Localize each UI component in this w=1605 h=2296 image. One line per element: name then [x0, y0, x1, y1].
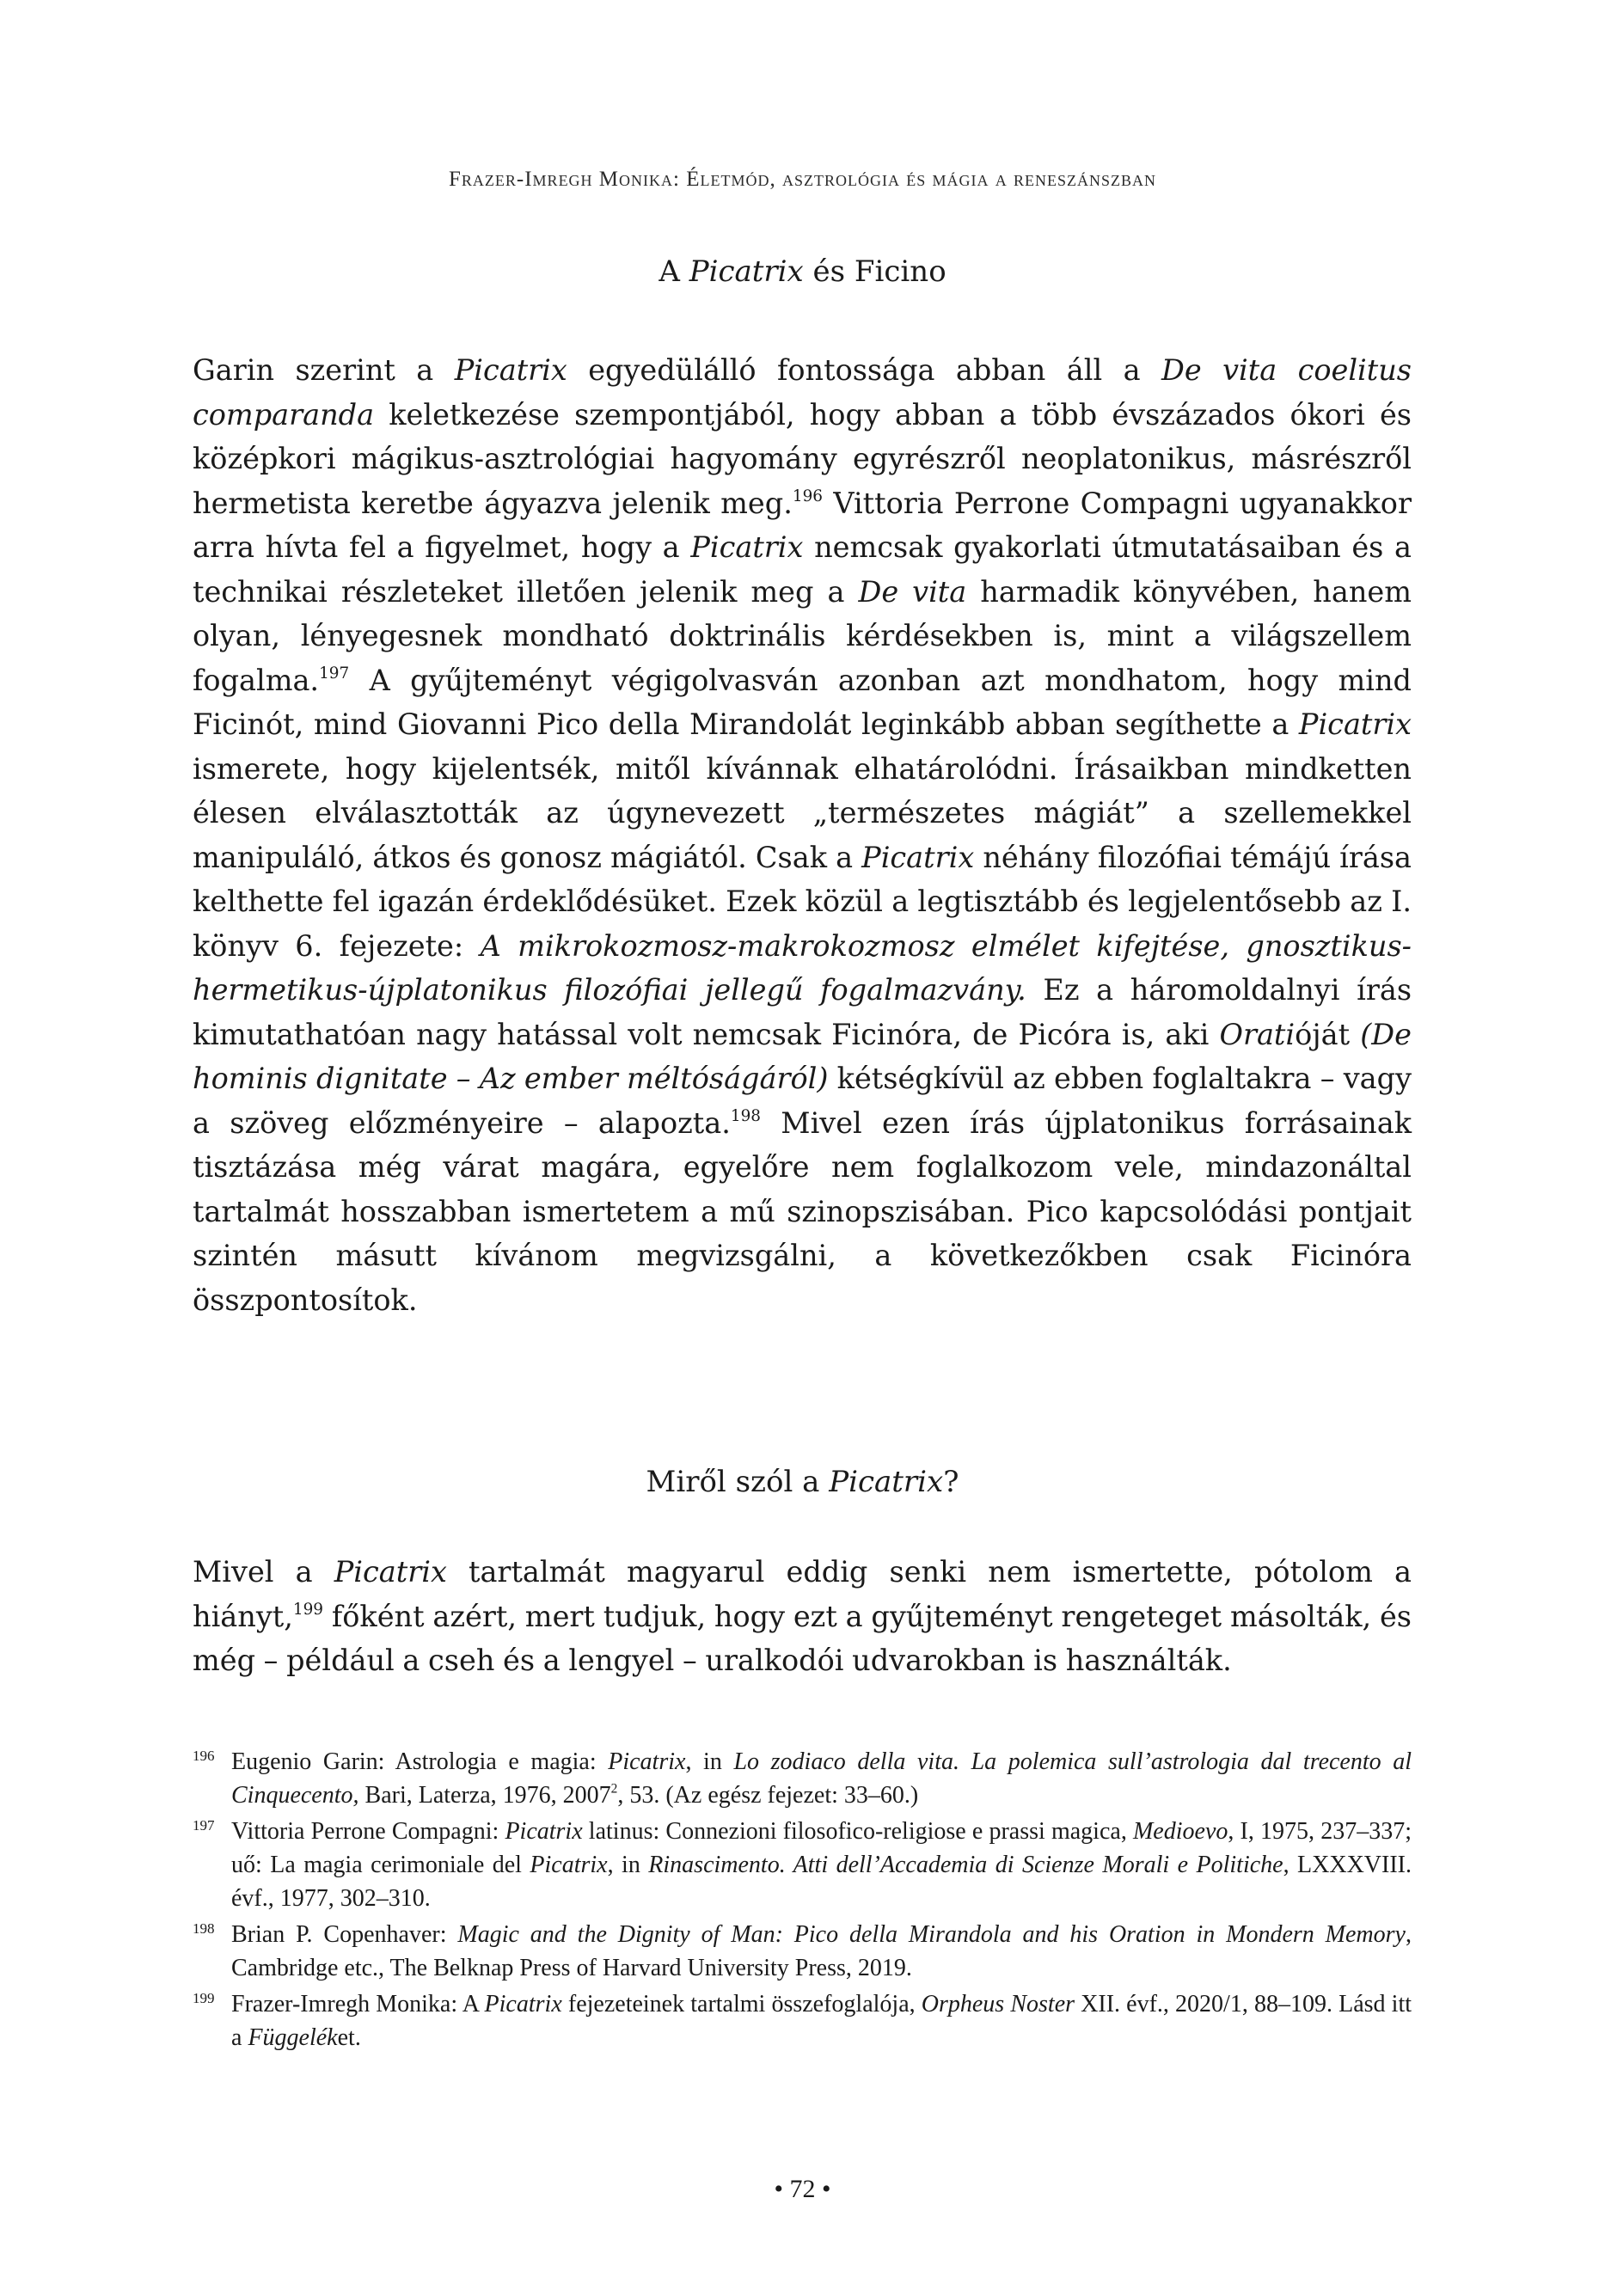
- running-head: Frazer-Imregh Monika: Életmód, asztrológia és mágia a reneszánszban: [449, 168, 1156, 191]
- body-paragraph-1: Garin szerint a Picatrix egyedülálló fontossága abban áll a De vita coelitus comparanda keletkezése szempontjából, hogy abban a több évszázados ókori és középkori mágikus-asztrológiai hagyomány egyrészről neoplatonikus, másrészről hermetista keretbe ágyazva jelenik meg.$^{196}$ Vittoria Perrone Compagni ugyanakkor arra hívta fel a figyelmet, hogy a Picatrix nemcsak gyakorlati útmutatásaiban és a technikai részleteket illetően jelenik meg a De vita harmadik könyvében, hanem olyan, lényegesnek mondható doktrinális kérdésekben is, mint a világszellem fogalma.$^{197}$ A gyűjteményt végigolvasván azonban azt mondhatom, hogy mind Ficinót, mind Giovanni Pico della Mirandolát leginkább abban segíthette a Picatrix ismerete, hogy kijelentsék, mitől kívánnak elhatárolódni. Írásaikban mindketten élesen elválasztották az úgynevezett „természetes mágiát” a szellemekkel manipuláló, átkos és gonosz mágiától. Csak a Picatrix néhány filozófiai témájú írása kelthette fel igazán érdeklődésüket. Ezek közül a legtisztább és legjelentősebb az I. könyv 6. fejezete: A mikrokozmosz-makrokozmosz elmélet kifejtése, gnosztikus-hermetikus-újplatonikus filozófiai jellegű fogalmazvány. Ez a háromoldalnyi írás kimutathatóan nagy hatással volt nemcsak Ficinóra, de Picóra is, aki Oratióját (De hominis dignitate – Az ember méltóságáról) kétségkívül az ebben foglaltakra – vagy a szöveg előzményeire – alapozta.$^{198}$ Mivel ezen írás újplatonikus forrásainak tisztázása még várat magára, egyelőre nem foglalkozom vele, mindazonáltal tartalmát hosszabban ismertetem a mű szinopszisában. Pico kapcsolódási pontjait szintén másutt kívánom megvizsgálni, a következőkben csak Ficinóra összpontosítok.: [193, 353, 1412, 1317]
- section-title-what-is-picatrix-about: Miről szól a Picatrix?: [646, 1465, 959, 1499]
- footnote-198: 198 Brian P. Copenhaver: Magic and the Dignity of Man: Pico della Mirandola and his Oration in Mondern Memory, Cambridge etc., The Belknap Press of Harvard University Press, 2019.: [193, 1918, 1412, 1985]
- footnote-ref-196[interactable]: 196: [792, 487, 823, 505]
- footnote-197: 197 Vittoria Perrone Compagni: Picatrix latinus: Connezioni filosofico-religiose e prassi magica, Medioevo, I, 1975, 237–337; uő: La magia cerimoniale del Picatrix, in Rinascimento. Atti dell’Accademia di Scienze Morali e Politiche, LXXXVIII. évf., 1977, 302–310.: [193, 1815, 1412, 1915]
- footnote-ref-198[interactable]: 198: [730, 1106, 761, 1125]
- footnotes: [193, 1745, 1412, 2057]
- footnote-number: 199: [193, 1990, 215, 2006]
- footnote-196: 196 Eugenio Garin: Astrologia e magia: Picatrix, in Lo zodiaco della vita. La polemica sull’astrologia dal trecento al Cinquecento, Bari, Laterza, 1976, 2007$^2$, 53. (Az egész fejezet: 33–60.): [193, 1745, 1412, 1812]
- footnote-ref-197[interactable]: 197: [319, 664, 350, 683]
- body-paragraph-2: Mivel a Picatrix tartalmát magyarul eddig senki nem ismertette, pótolom a hiányt,$^{199}$ főként azért, mert tudjuk, hogy ezt a gyűjteményt rengeteget másolták, és még – például a cseh és a lengyel – uralkodói udvarokban is használták.: [193, 1555, 1412, 1677]
- footnote-199: 199 Frazer-Imregh Monika: A Picatrix fejezeteinek tartalmi összefoglalója, Orpheus Noster XII. évf., 2020/1, 88–109. Lásd itt a Függeléket.: [193, 1987, 1412, 2054]
- footnote-ref-199[interactable]: 199: [292, 1600, 324, 1619]
- footnote-number: 197: [193, 1817, 215, 1834]
- footnote-number: 196: [193, 1748, 215, 1764]
- footnote-number: 198: [193, 1920, 215, 1937]
- section-title-picatrix-and-ficino: A Picatrix és Ficino: [659, 254, 946, 289]
- page-number: • 72 •: [774, 2175, 831, 2203]
